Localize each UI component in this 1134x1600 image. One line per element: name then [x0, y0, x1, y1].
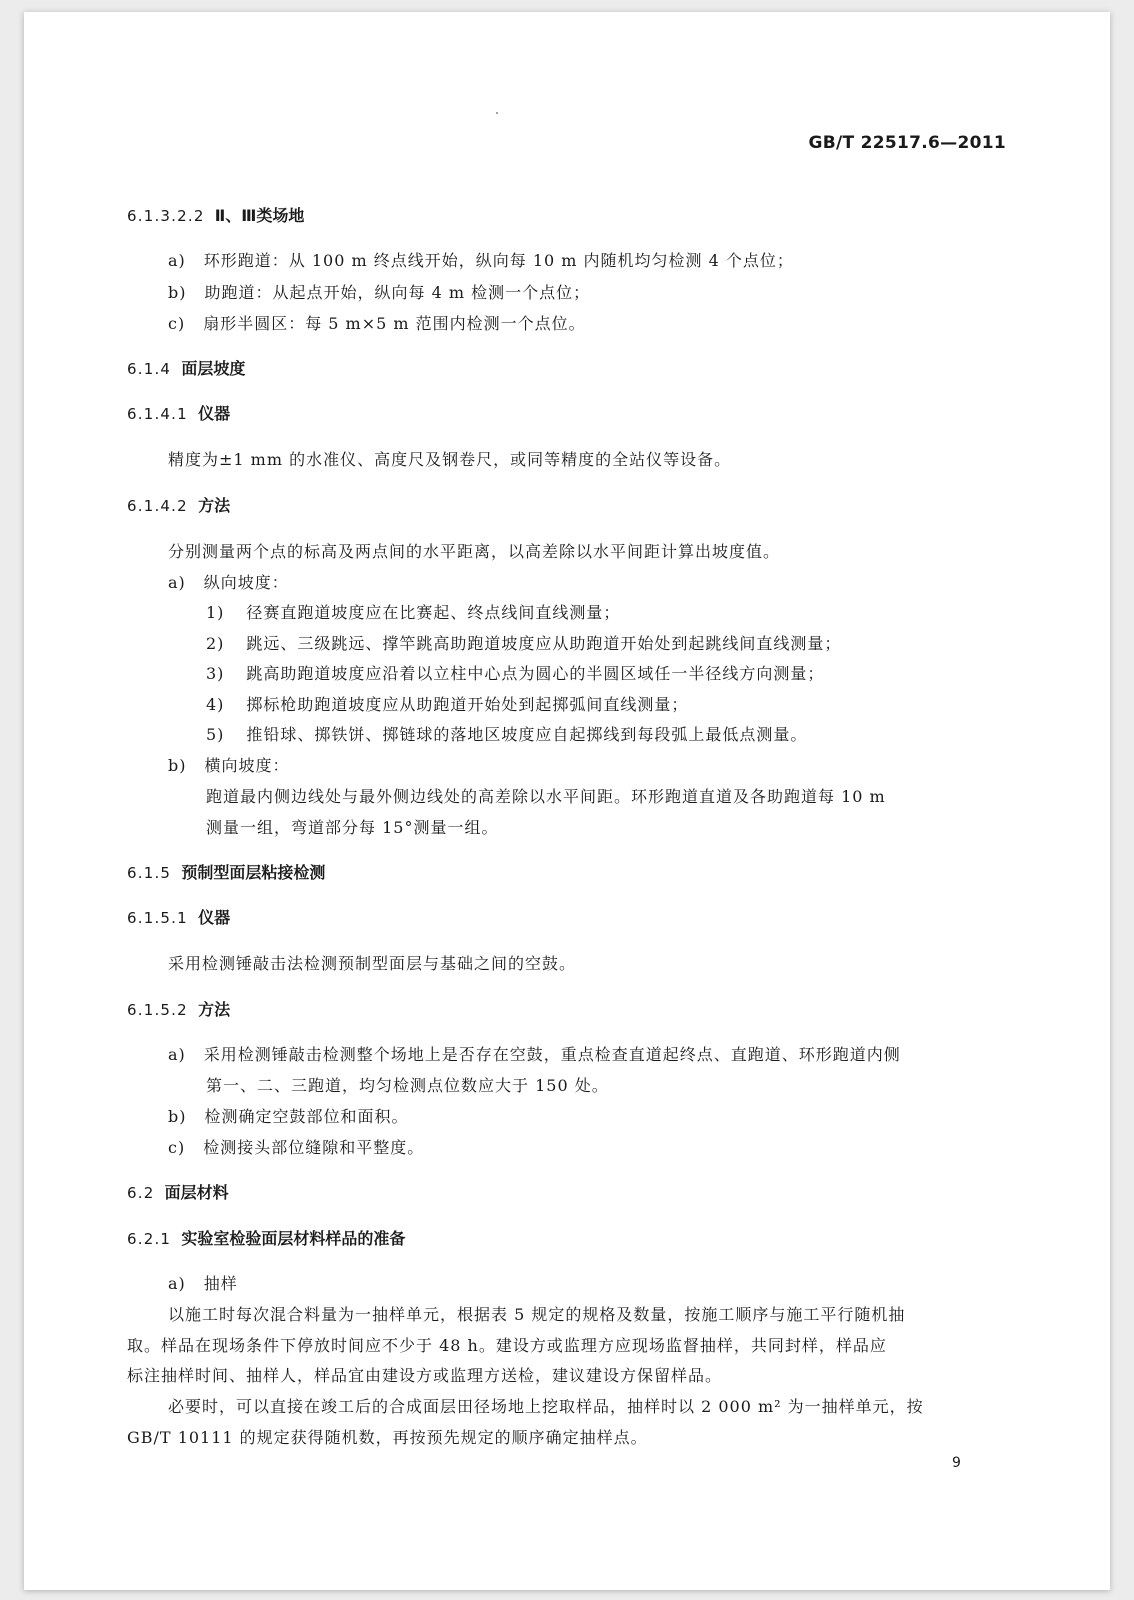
paragraph: 精度为±1 mm 的水准仪、高度尺及钢卷尺，或同等精度的全站仪等设备。 — [168, 450, 732, 469]
section-heading-6.1.5.2: 6.1.5.2 方法 — [127, 1000, 231, 1019]
section-heading-6.1.3.2.2 — [127, 203, 304, 226]
paragraph: 采用检测锤敲击法检测预制型面层与基础之间的空鼓。 — [168, 954, 577, 973]
section-heading-6.1.5.1: 6.1.5.1 仪器 — [127, 908, 231, 927]
list-item: c) 扇形半圆区：每 5 m×5 m 范围内检测一个点位。 — [168, 314, 586, 333]
paragraph-line: 第一、二、三跑道，均匀检测点位数应大于 150 处。 — [206, 1076, 609, 1095]
page-number: 9 — [952, 1455, 961, 1471]
list-item: b) 检测确定空鼓部位和面积。 — [168, 1107, 409, 1126]
section-number: 6.1.3.2.2 — [127, 207, 205, 225]
list-item: a) 采用检测锤敲击检测整个场地上是否存在空鼓，重点检查直道起终点、直跑道、环形跑道内侧 — [168, 1045, 901, 1064]
section-heading-6.1.4.1: 6.1.4.1 仪器 — [127, 404, 231, 423]
sub-list-item: 5) 推铅球、掷铁饼、掷链球的落地区坡度应自起掷线到每段弧上最低点测量。 — [206, 725, 808, 744]
section-heading-6.1.4: 6.1.4 面层坡度 — [127, 359, 246, 378]
paragraph-line: GB/T 10111 的规定获得随机数，再按预先规定的顺序确定抽样点。 — [127, 1428, 648, 1447]
paragraph-line: 跑道最内侧边线处与最外侧边线处的高差除以水平间距。环形跑道直道及各助跑道每 10 m — [206, 787, 886, 806]
paragraph-line: 测量一组，弯道部分每 15°测量一组。 — [206, 818, 499, 837]
section-heading-6.2: 6.2 面层材料 — [127, 1183, 229, 1202]
sub-list-item: 1) 径赛直跑道坡度应在比赛起、终点线间直线测量； — [206, 603, 621, 622]
scan-speck — [496, 112, 498, 114]
list-item: b) 助跑道：从起点开始，纵向每 4 m 检测一个点位； — [168, 283, 591, 302]
section-heading-6.1.5: 6.1.5 预制型面层粘接检测 — [127, 863, 326, 882]
document-page — [24, 12, 1110, 1590]
paragraph-line: 以施工时每次混合料量为一抽样单元，根据表 5 规定的规格及数量，按施工顺序与施工平行随机抽 — [168, 1305, 906, 1324]
paragraph-line: 必要时，可以直接在竣工后的合成面层田径场地上挖取样品，抽样时以 2 000 m² 为一抽样单元，按 — [168, 1397, 924, 1416]
sub-list-item: 2) 跳远、三级跳远、撑竿跳高助跑道坡度应从助跑道开始处到起跳线间直线测量； — [206, 634, 842, 653]
sub-list-item: 3) 跳高助跑道坡度应沿着以立柱中心点为圆心的半圆区域任一半径线方向测量； — [206, 664, 825, 683]
paragraph: 分别测量两个点的标高及两点间的水平距离，以高差除以水平间距计算出坡度值。 — [168, 542, 781, 561]
section-title: Ⅱ、Ⅲ类场地 — [214, 206, 305, 225]
section-heading-6.1.4.2: 6.1.4.2 方法 — [127, 496, 231, 515]
list-item: a) 纵向坡度： — [168, 573, 289, 592]
standard-id-header: GB/T 22517.6—2011 — [808, 133, 1006, 153]
list-item: b) 横向坡度： — [168, 756, 290, 775]
list-item: c) 检测接头部位缝隙和平整度。 — [168, 1138, 425, 1157]
list-item: a) 环形跑道：从 100 m 终点线开始，纵向每 10 m 内随机均匀检测 4 个点位； — [168, 251, 794, 270]
paragraph-line: 取。样品在现场条件下停放时间应不少于 48 h。建设方或监理方应现场监督抽样，共同封样，样品应 — [127, 1336, 887, 1355]
section-heading-6.2.1: 6.2.1 实验室检验面层材料样品的准备 — [127, 1229, 406, 1248]
paragraph-line: 标注抽样时间、抽样人，样品宜由建设方或监理方送检，建议建设方保留样品。 — [127, 1366, 723, 1385]
sub-list-item: 4) 掷标枪助跑道坡度应从助跑道开始处到起掷弧间直线测量； — [206, 695, 689, 714]
list-item: a) 抽样 — [168, 1274, 238, 1293]
